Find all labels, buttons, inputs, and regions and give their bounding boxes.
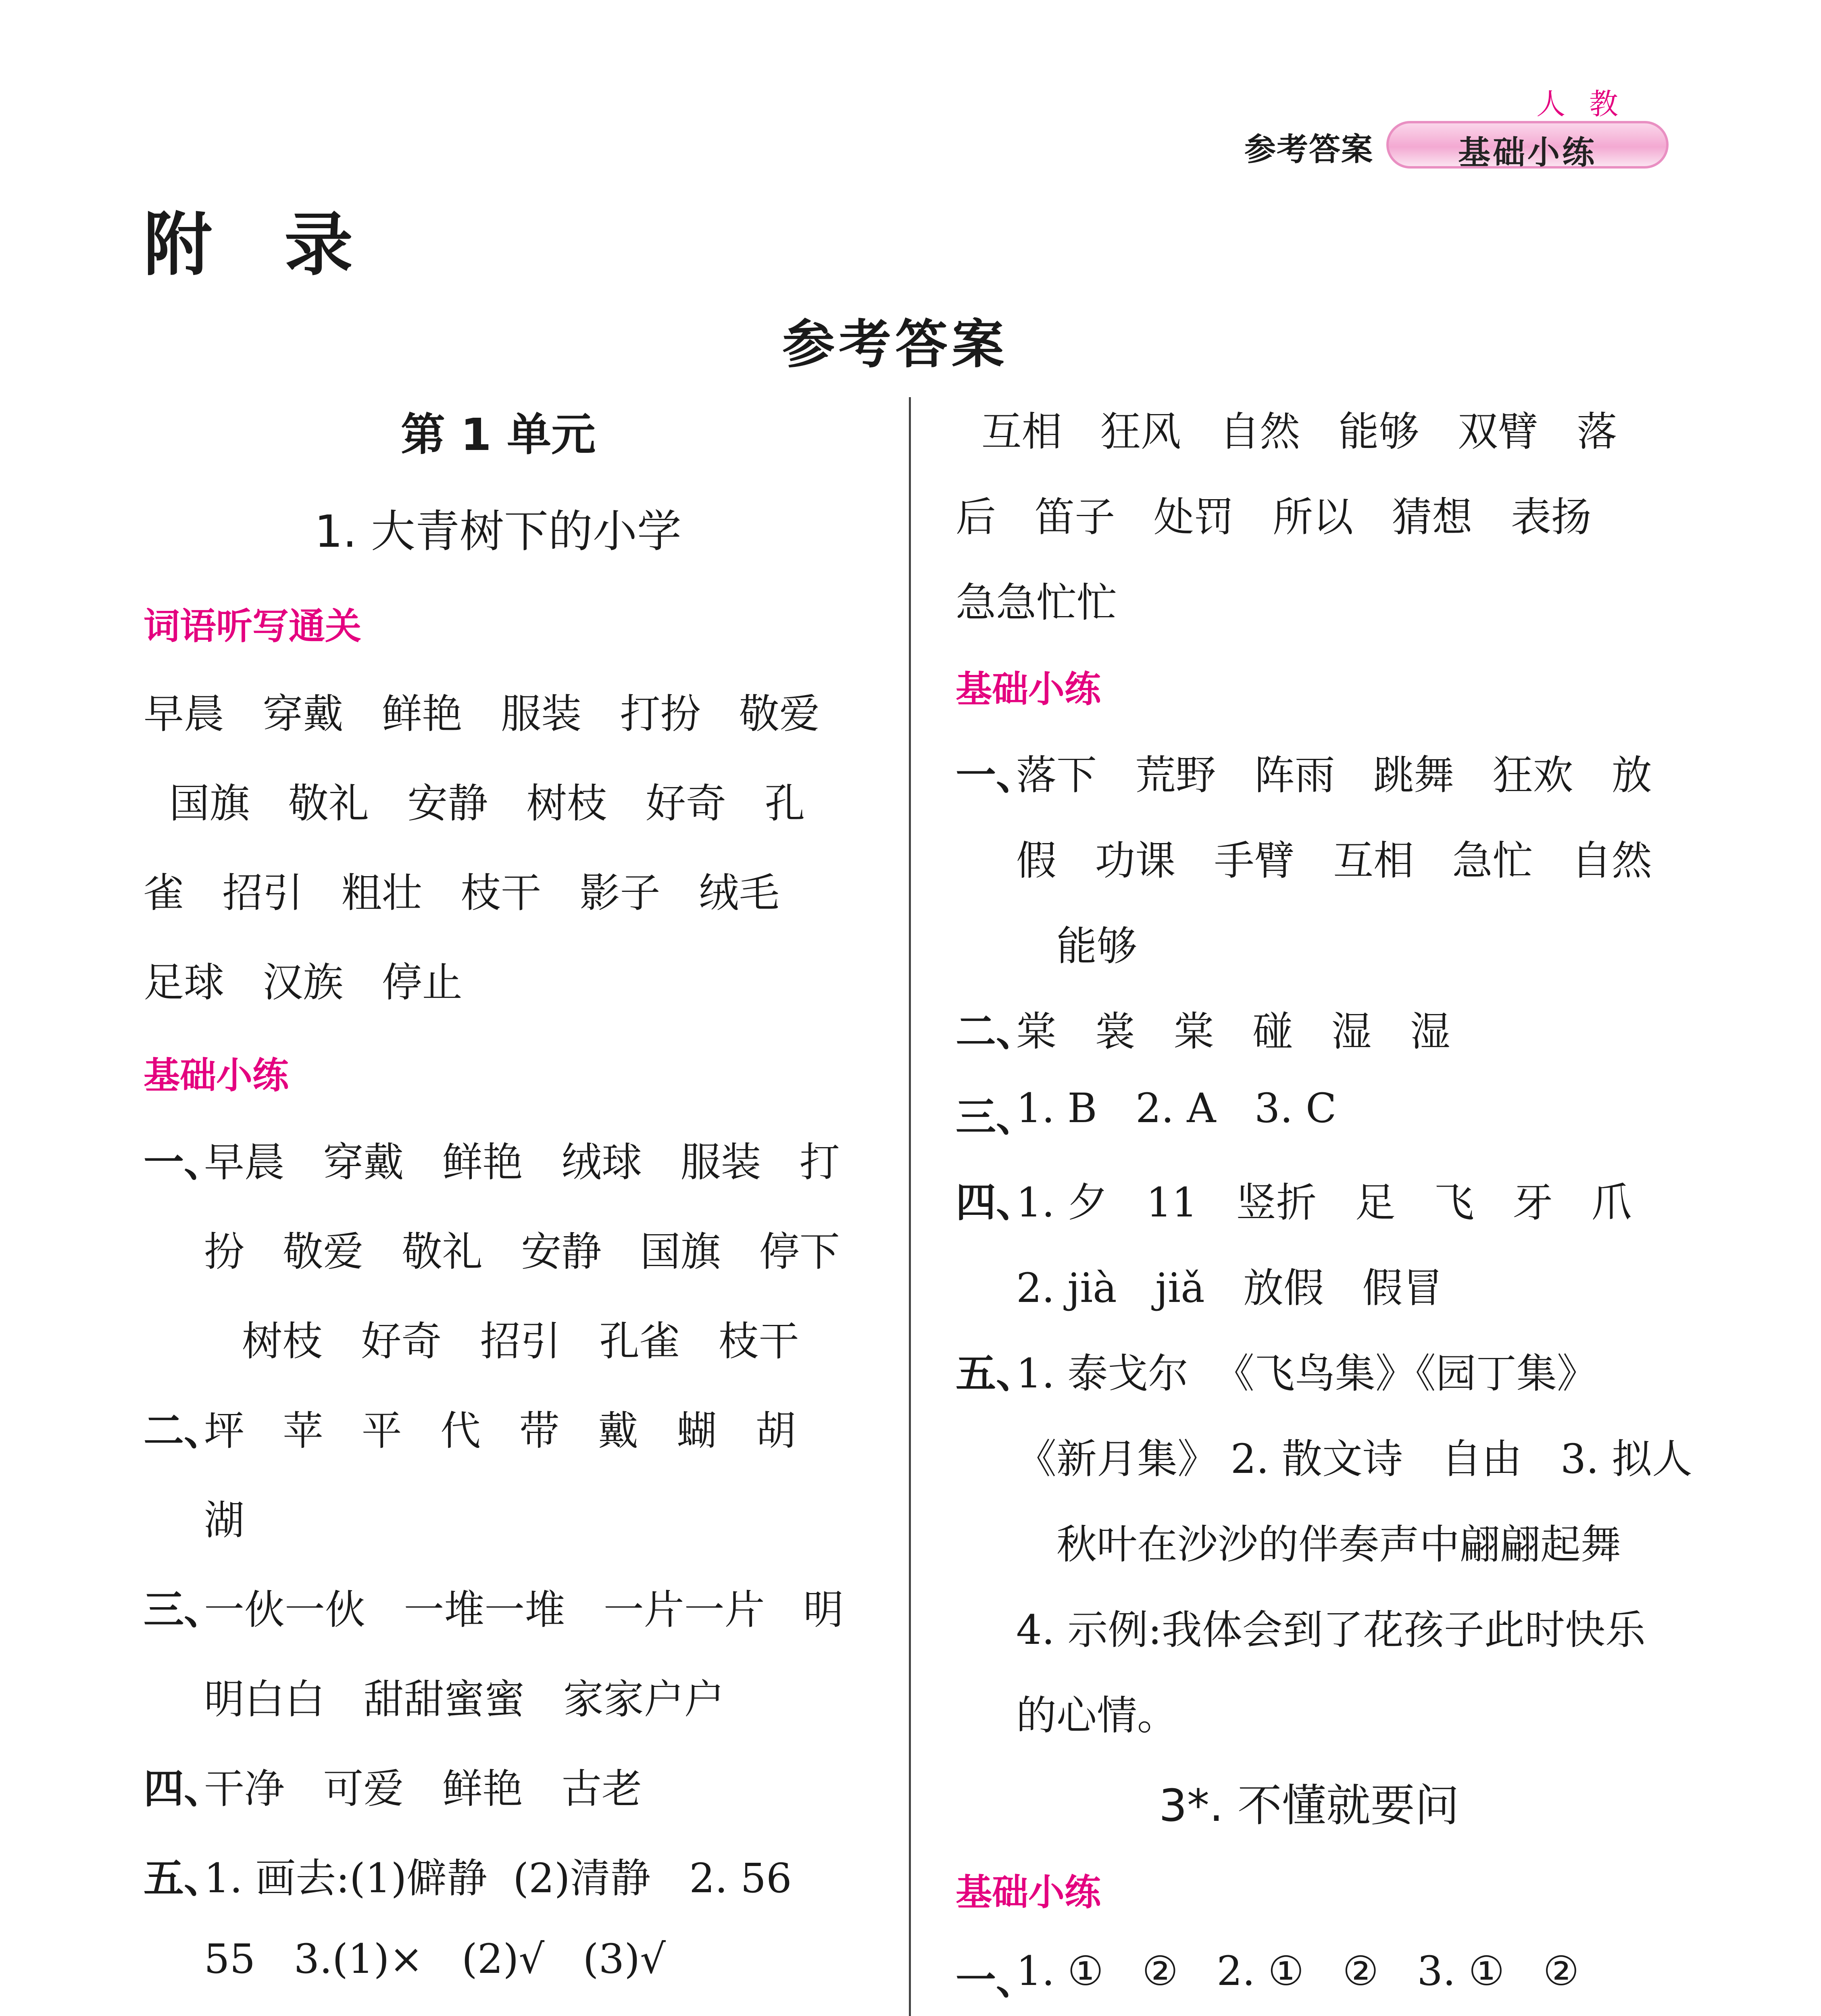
series-badge-text: 基础小练 <box>1458 134 1597 171</box>
answer-line: 坪 苹 平 代 带 戴 蝴 胡 <box>204 1407 796 1454</box>
answer-line: 1. 泰戈尔 《飞鸟集》《园丁集》 <box>1016 1350 1597 1397</box>
tingxie-line: 后 笛子 处罚 所以 猜想 表扬 <box>956 494 1592 541</box>
answer-line: 假 功课 手臂 互相 急忙 自然 <box>1016 837 1652 884</box>
tingxie-line: 国旗 敬礼 安静 树枝 好奇 孔 <box>144 780 805 827</box>
answer-line: 扮 敬爱 敬礼 安静 国旗 停下 <box>204 1228 840 1275</box>
answer-line: 一伙一伙 一堆一堆 一片一片 明 <box>204 1586 844 1633</box>
series-badge <box>1383 81 1673 181</box>
section-jichu: 基础小练 <box>144 1054 289 1097</box>
answer-line: 明白白 甜甜蜜蜜 家家户户 <box>204 1676 725 1723</box>
answer-line: 干净 可爱 鲜艳 古老 <box>204 1765 642 1812</box>
column-divider <box>909 397 911 2016</box>
answer-line: 2. jià jiǎ 放假 假冒 <box>1016 1264 1443 1312</box>
answer-line: 秋叶在沙沙的伴奏声中翩翩起舞 <box>1056 1521 1621 1568</box>
answer-line: 1. B 2. A 3. C <box>1016 1085 1337 1132</box>
section-jichu: 基础小练 <box>956 668 1101 710</box>
answer-line: 能够 <box>1056 923 1137 970</box>
page-title: 参考答案 <box>782 314 1008 375</box>
question-number: 二、 <box>144 1407 224 1454</box>
answer-line: 落下 荒野 阵雨 跳舞 狂欢 放 <box>1016 752 1652 799</box>
page-heading: 附 录 <box>144 205 377 285</box>
question-number: 二、 <box>956 1008 1036 1055</box>
question-number: 一、 <box>956 1956 1036 2004</box>
series-badge-sub: 人 教 <box>1536 87 1625 121</box>
tingxie-line: 急急忙忙 <box>956 579 1117 626</box>
tingxie-line: 雀 招引 粗壮 枝干 影子 绒毛 <box>144 869 779 916</box>
question-number: 四、 <box>956 1179 1036 1226</box>
answer-line: 1. ① ② 2. ① ② 3. ① ② <box>1016 1947 1579 1995</box>
question-number: 一、 <box>956 752 1036 799</box>
section-jichu: 基础小练 <box>956 1871 1101 1914</box>
question-number: 一、 <box>144 1139 224 1186</box>
lesson-1-title: 1. 大青树下的小学 <box>315 506 681 557</box>
answer-line: 棠 裳 棠 碰 湿 湿 <box>1016 1008 1450 1055</box>
answer-line: 1. 画去:(1)僻静 (2)清静 2. 56 <box>204 1855 792 1902</box>
answer-line: 湖 <box>204 1497 244 1544</box>
answer-line: 早晨 穿戴 鲜艳 绒球 服装 打 <box>204 1139 840 1186</box>
question-number: 三、 <box>144 1586 224 1633</box>
answer-line: 《新月集》 2. 散文诗 自由 3. 拟人 <box>1016 1435 1692 1483</box>
section-tingxie: 词语听写通关 <box>144 605 361 648</box>
answer-line: 树枝 好奇 招引 孔雀 枝干 <box>242 1318 799 1365</box>
tingxie-line: 足球 汉族 停止 <box>144 959 463 1006</box>
lesson-3-title: 3*. 不懂就要问 <box>1159 1780 1459 1831</box>
question-number: 四、 <box>144 1765 224 1812</box>
question-number: 五、 <box>956 1350 1036 1397</box>
tingxie-line: 互相 狂风 自然 能够 双臂 落 <box>956 408 1617 455</box>
question-number: 五、 <box>144 1855 224 1902</box>
answer-line: 55 3.(1)× (2)√ (3)√ <box>204 1935 666 1983</box>
answer-line: 1. 夕 11 竖折 足 飞 牙 爪 <box>1016 1179 1632 1226</box>
tingxie-line: 早晨 穿戴 鲜艳 服装 打扮 敬爱 <box>144 690 820 737</box>
header-label: 参考答案 <box>1244 131 1374 168</box>
answer-line: 的心情。 <box>1016 1692 1177 1739</box>
unit-heading: 第 1 单元 <box>401 409 596 460</box>
question-number: 三、 <box>956 1093 1036 1141</box>
answer-line: 4. 示例:我体会到了花孩子此时快乐 <box>1016 1606 1646 1654</box>
